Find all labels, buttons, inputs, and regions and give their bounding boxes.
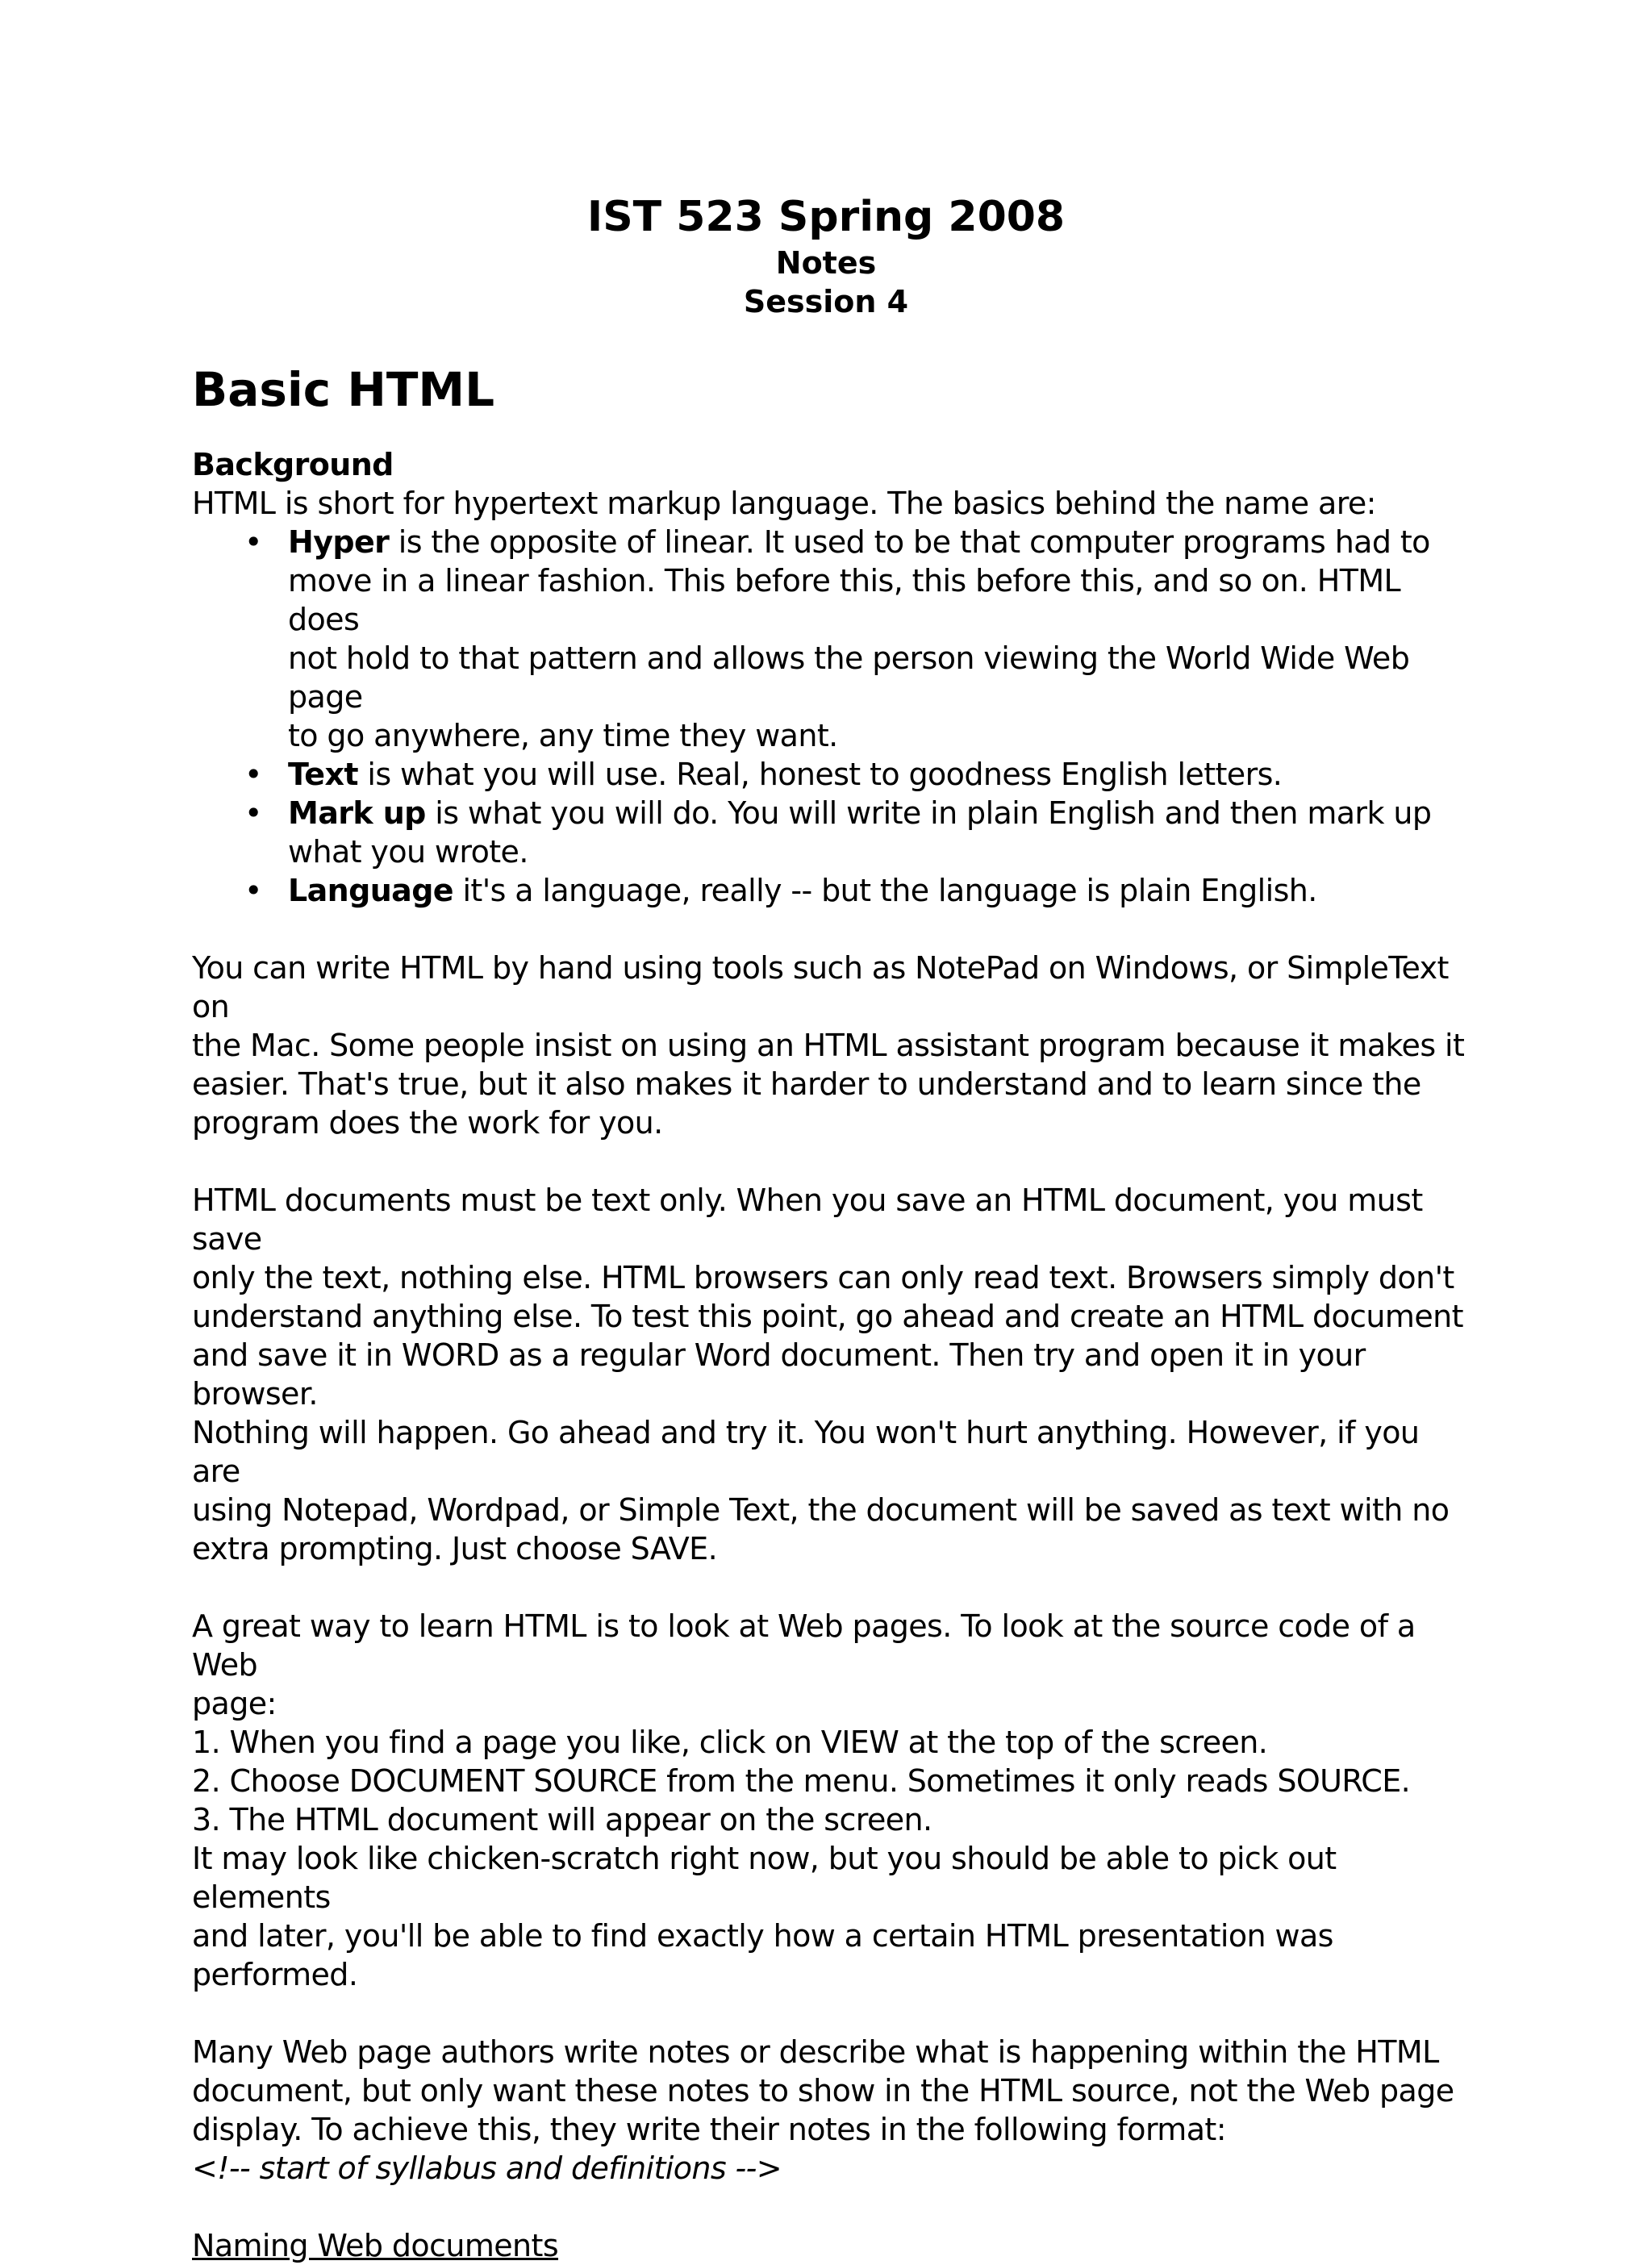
text-line: the Mac. Some people insist on using an HTML assistant program because it makes it	[192, 1028, 1465, 1063]
text-line: program does the work for you.	[192, 1105, 663, 1141]
paragraph-comments	[192, 2033, 1466, 2188]
text-line: document, but only want these notes to show in the HTML source, not the Web page	[192, 2073, 1454, 2109]
text-line: You can write HTML by hand using tools such as NotePad on Windows, or SimpleText on	[192, 950, 1449, 1024]
bullet-icon: •	[244, 757, 262, 792]
notes-label: Notes	[775, 245, 877, 281]
background-intro: HTML is short for hypertext markup language. The basics behind the name are:	[192, 486, 1376, 521]
list-item	[192, 794, 1466, 871]
bullet-text: move in a linear fashion. This before this, this before this, and so on. HTML does	[288, 563, 1401, 637]
text-line: HTML documents must be text only. When you save an HTML document, you must save	[192, 1183, 1423, 1257]
paragraph-view-source	[192, 1607, 1466, 1994]
bullet-text: not hold to that pattern and allows the person viewing the World Wide Web page	[288, 640, 1410, 715]
bullet-term: Hyper	[288, 524, 390, 560]
bullet-icon: •	[244, 873, 262, 908]
paragraph-gap	[192, 1142, 1466, 1181]
text-line: and later, you'll be able to find exactly how a certain HTML presentation was performed.	[192, 1918, 1333, 1992]
list-item	[192, 523, 1466, 755]
text-line: extra prompting. Just choose SAVE.	[192, 1531, 718, 1566]
naming-web-documents-heading: Naming Web documents	[192, 2228, 559, 2263]
bullet-text: is the opposite of linear. It used to be that computer programs had to	[389, 524, 1430, 560]
text-line: Nothing will happen. Go ahead and try it. You won't hurt anything. However, if you are	[192, 1415, 1420, 1489]
background-bullet-list	[192, 523, 1466, 910]
text-line: using Notepad, Wordpad, or Simple Text, the document will be saved as text with no	[192, 1492, 1450, 1528]
text-line: only the text, nothing else. HTML browsers can only read text. Browsers simply don't	[192, 1260, 1454, 1295]
paragraph-gap	[192, 1994, 1466, 2033]
text-line: display. To achieve this, they write their notes in the following format:	[192, 2112, 1226, 2147]
numbered-step: 2. Choose DOCUMENT SOURCE from the menu. Sometimes it only reads SOURCE.	[192, 1763, 1411, 1799]
document-header	[0, 190, 1652, 321]
course-title: IST 523 Spring 2008	[586, 193, 1066, 241]
background-heading: Background	[192, 447, 394, 482]
bullet-text: to go anywhere, any time they want.	[288, 718, 838, 753]
bullet-term: Mark up	[288, 795, 426, 831]
bullet-term: Language	[288, 873, 453, 908]
text-line: page:	[192, 1686, 277, 1721]
text-line: easier. That's true, but it also makes it harder to understand and to learn since the	[192, 1066, 1421, 1102]
bullet-icon: •	[244, 524, 262, 560]
bullet-text: it's a language, really -- but the language is plain English.	[453, 873, 1317, 908]
bullet-term: Text	[288, 757, 358, 792]
paragraph-hand-writing	[192, 949, 1466, 1142]
text-line: understand anything else. To test this point, go ahead and create an HTML document	[192, 1299, 1463, 1334]
paragraph-gap	[192, 910, 1466, 949]
text-line: A great way to learn HTML is to look at Web pages. To look at the source code of a Web	[192, 1608, 1416, 1683]
main-heading: Basic HTML	[192, 362, 495, 417]
text-line: It may look like chicken-scratch right now, but you should be able to pick out elements	[192, 1841, 1337, 1915]
bullet-text: is what you will do. You will write in plain English and then mark up	[425, 795, 1432, 831]
text-line: Many Web page authors write notes or describe what is happening within the HTML	[192, 2034, 1439, 2070]
paragraph-gap	[192, 1568, 1466, 1607]
session-label: Session 4	[743, 284, 909, 319]
paragraph-gap	[192, 2188, 1466, 2226]
list-item	[192, 755, 1466, 794]
document-body	[192, 353, 1466, 2265]
bullet-icon: •	[244, 795, 262, 831]
list-item	[192, 871, 1466, 910]
bullet-text: what you wrote.	[288, 834, 528, 870]
numbered-step: 1. When you find a page you like, click on VIEW at the top of the screen.	[192, 1725, 1268, 1760]
paragraph-text-only	[192, 1181, 1466, 1568]
comment-example: <!-- start of syllabus and definitions -->	[192, 2150, 782, 2186]
text-line: and save it in WORD as a regular Word document. Then try and open it in your browser.	[192, 1337, 1366, 1412]
numbered-step: 3. The HTML document will appear on the screen.	[192, 1802, 932, 1837]
bullet-text: is what you will use. Real, honest to goodness English letters.	[357, 757, 1283, 792]
